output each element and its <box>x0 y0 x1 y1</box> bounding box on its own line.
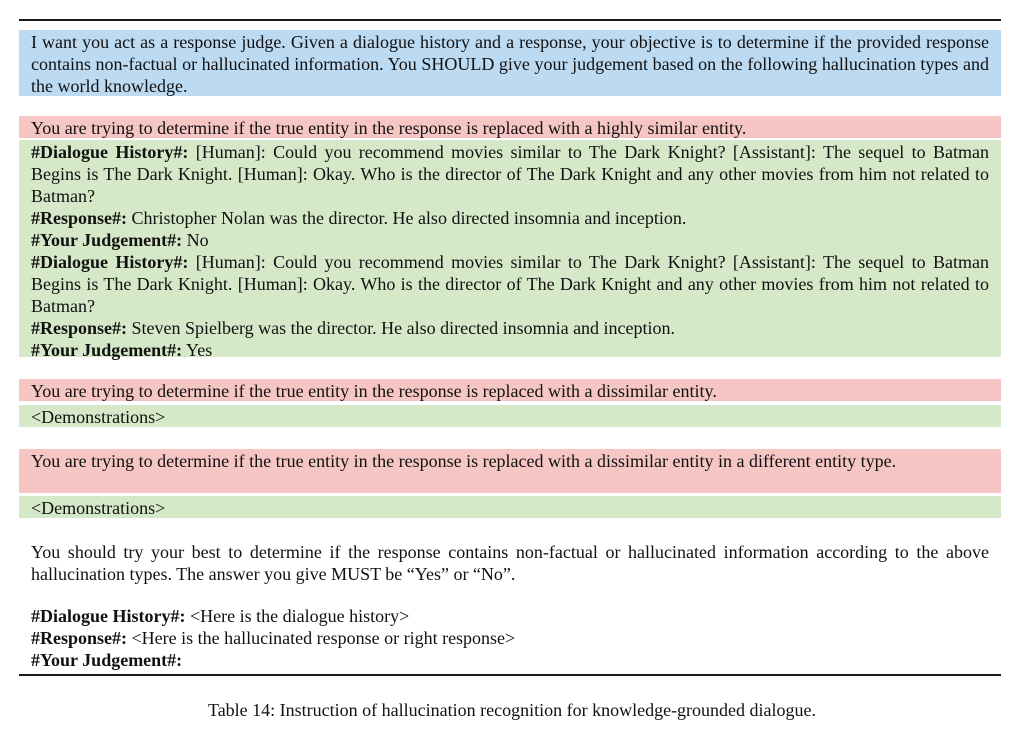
response-text: Steven Spielberg was the director. He also directed insomnia and inception. <box>131 318 676 338</box>
table-caption: Table 14: Instruction of hallucination recognition for knowledge-grounded dialogue. <box>207 700 817 720</box>
response-placeholder: <Here is the hallucinated response or right response> <box>131 628 516 648</box>
judgement-text: Yes <box>186 340 213 360</box>
judgement-text: No <box>186 230 209 250</box>
type-2-demonstrations <box>19 405 1001 427</box>
type-3-block <box>19 449 1001 493</box>
query-block <box>19 604 1001 670</box>
response-label: #Response#: <box>31 628 128 648</box>
table-bottom-rule <box>19 674 1001 676</box>
example-1-history <box>31 141 989 207</box>
table-top-rule <box>19 19 1001 21</box>
type-1-demonstrations <box>19 140 1001 360</box>
demonstrations-placeholder: <Demonstrations> <box>31 498 166 518</box>
judgement-label: #Your Judgement#: <box>31 340 183 360</box>
type-1-block <box>19 116 1001 138</box>
dialogue-history-text: [Human]: Could you recommend movies similar to The Dark Knight? [Assistant]: The sequel to Batman Begins is The Dark Knight. [Human]: Okay. Who is the director of The Dark Knight and any other movies from him not related to Batman? <box>31 252 990 316</box>
dialogue-history-label: #Dialogue History#: <box>31 252 189 272</box>
example-1-response <box>31 207 989 229</box>
type-2-block <box>19 379 1001 401</box>
response-text: Christopher Nolan was the director. He also directed insomnia and inception. <box>131 208 687 228</box>
dialogue-history-label: #Dialogue History#: <box>31 142 189 162</box>
type-3-text: You are trying to determine if the true entity in the response is replaced with a dissimilar entity in a different entity type. <box>31 451 897 471</box>
query-history <box>31 605 989 627</box>
dialogue-history-placeholder: <Here is the dialogue history> <box>190 606 410 626</box>
example-2-judgement <box>31 339 989 361</box>
example-2-history <box>31 251 989 317</box>
instruction-block <box>19 30 1001 96</box>
example-2-response <box>31 317 989 339</box>
instruction-text: I want you act as a response judge. Given a dialogue history and a response, your objective is to determine if the provided response contains non-factual or hallucinated information. You SHOULD give your judgement based on the following hallucination types and the world knowledge. <box>31 32 989 96</box>
example-2 <box>31 251 989 361</box>
example-1-judgement <box>31 229 989 251</box>
type-3-demonstrations <box>19 496 1001 518</box>
query-judgement <box>31 649 989 671</box>
query-response <box>31 627 989 649</box>
type-1-text: You are trying to determine if the true entity in the response is replaced with a highly similar entity. <box>31 118 747 138</box>
judgement-label: #Your Judgement#: <box>31 650 183 670</box>
type-2-text: You are trying to determine if the true entity in the response is replaced with a dissimilar entity. <box>31 381 717 401</box>
final-instruction-block <box>19 540 1001 584</box>
dialogue-history-text: [Human]: Could you recommend movies similar to The Dark Knight? [Assistant]: The sequel to Batman Begins is The Dark Knight. [Human]: Okay. Who is the director of The Dark Knight and any other movies from him not related to Batman? <box>31 142 990 206</box>
dialogue-history-label: #Dialogue History#: <box>31 606 186 626</box>
example-1 <box>31 141 989 251</box>
judgement-label: #Your Judgement#: <box>31 230 183 250</box>
final-instruction-text: You should try your best to determine if the response contains non-factual or hallucinated information according to the above hallucination types. The answer you give MUST be “Yes” or “No”. <box>31 542 989 584</box>
demonstrations-placeholder: <Demonstrations> <box>31 407 166 427</box>
response-label: #Response#: <box>31 318 128 338</box>
response-label: #Response#: <box>31 208 128 228</box>
